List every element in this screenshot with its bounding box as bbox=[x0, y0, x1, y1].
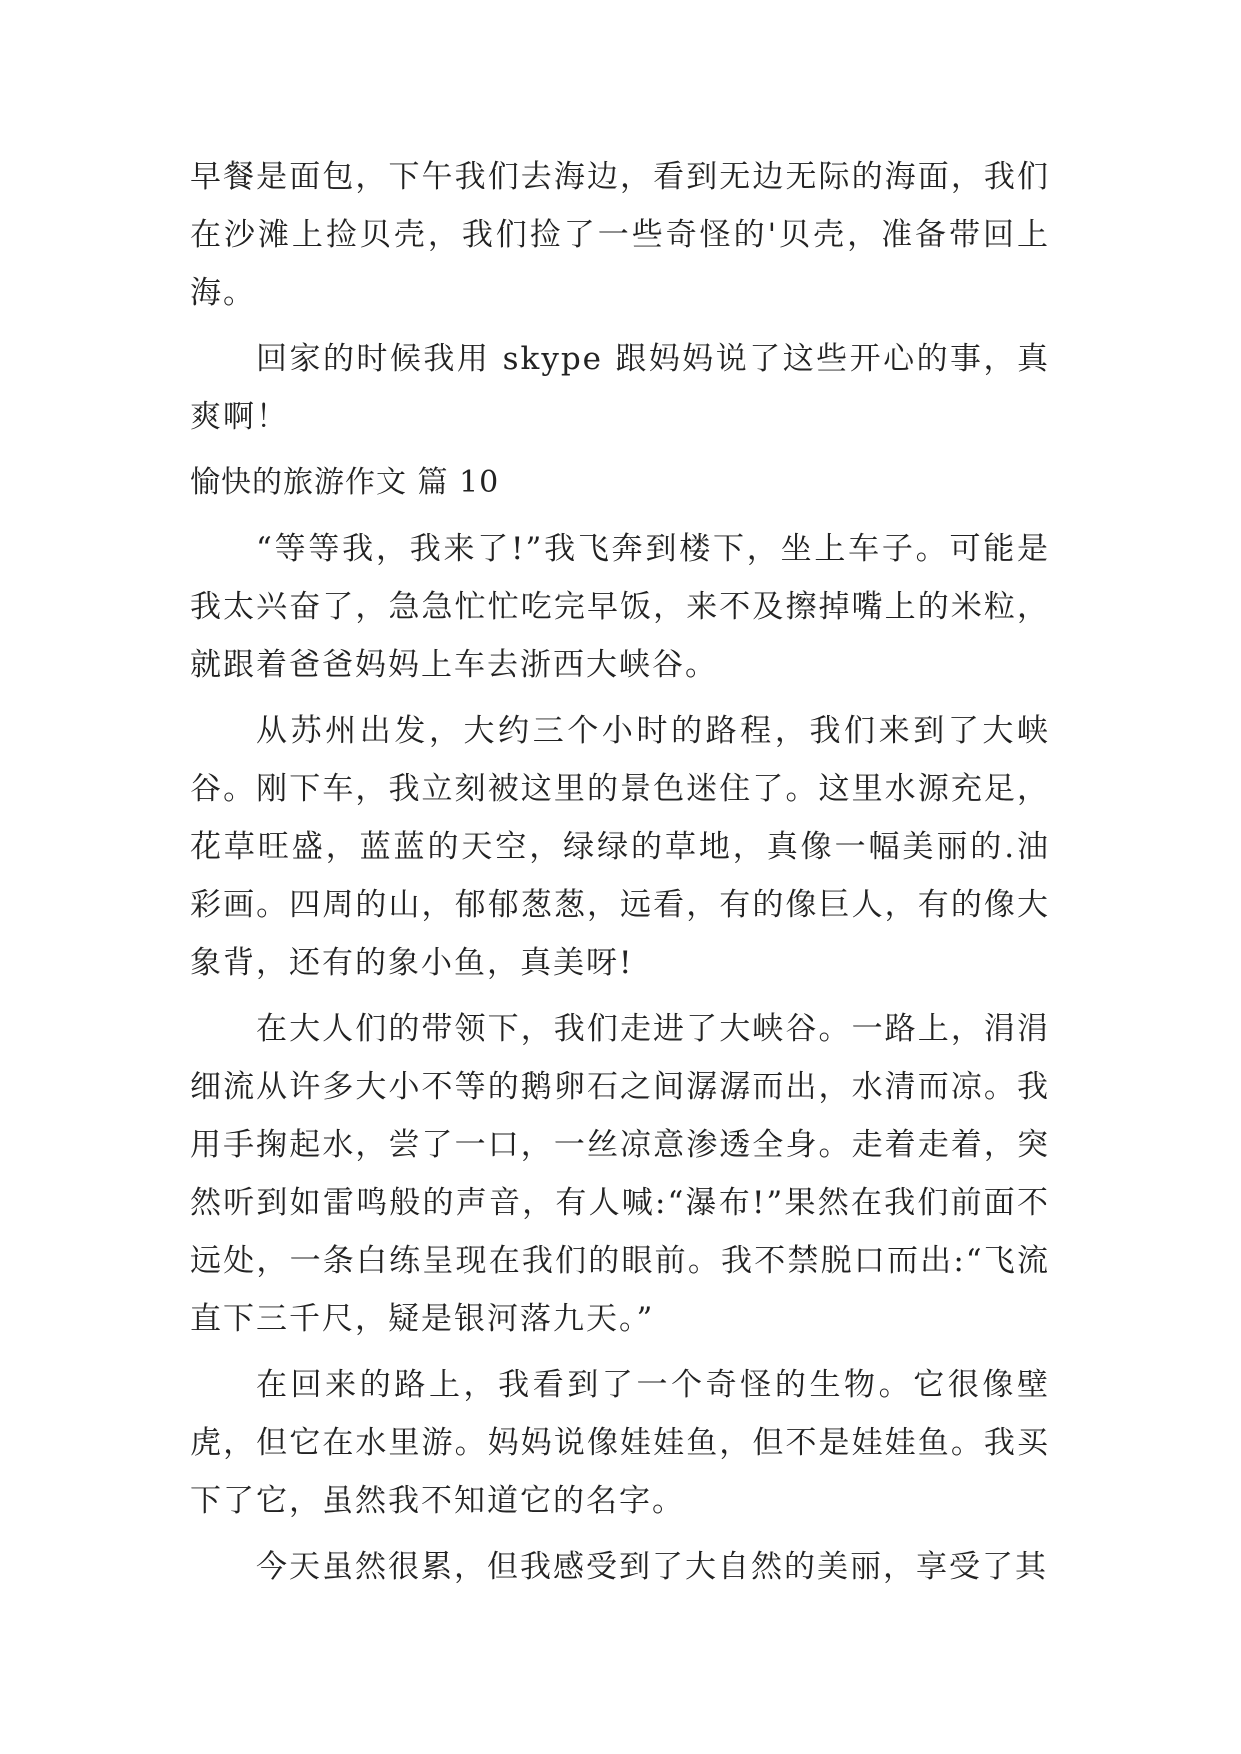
paragraph: 在回来的路上，我看到了一个奇怪的生物。它很像壁虎，但它在水里游。妈妈说像娃娃鱼，但不是娃娃鱼。我买下了它，虽然我不知道它的名字。 bbox=[190, 1367, 1050, 1519]
paragraph: 今天虽然很累，但我感受到了大自然的美丽，享受了其 bbox=[256, 1549, 1048, 1585]
paragraph: 早餐是面包，下午我们去海边，看到无边无际的海面，我们在沙滩上捡贝壳，我们捡了一些奇怪的'贝壳，准备带回上海。 bbox=[190, 159, 1050, 311]
paragraph: “等等我，我来了!”我飞奔到楼下，坐上车子。可能是我太兴奋了，急急忙忙吃完早饭，来不及擦掉嘴上的米粒，就跟着爸爸妈妈上车去浙西大峡谷。 bbox=[190, 531, 1050, 683]
paragraph: 回家的时候我用 skype 跟妈妈说了这些开心的事，真爽啊！ bbox=[190, 341, 1050, 435]
paragraph: 从苏州出发，大约三个小时的路程，我们来到了大峡谷。刚下车，我立刻被这里的景色迷住了。这里水源充足，花草旺盛，蓝蓝的天空，绿绿的草地，真像一幅美丽的.油彩画。四周的山，郁郁葱葱，远看，有的像巨人，有的像大象背，还有的象小鱼，真美呀! bbox=[190, 713, 1050, 981]
document-body bbox=[190, 148, 1050, 1604]
paragraph: 在大人们的带领下，我们走进了大峡谷。一路上，涓涓细流从许多大小不等的鹅卵石之间潺潺而出，水清而凉。我用手掬起水，尝了一口，一丝凉意渗透全身。走着走着，突然听到如雷鸣般的声音，有人喊:“瀑布!”果然在我们前面不远处，一条白练呈现在我们的眼前。我不禁脱口而出:“飞流直下三千尺，疑是银河落九天。” bbox=[190, 1011, 1050, 1337]
section-heading: 愉快的旅游作文 篇 10 bbox=[190, 465, 500, 500]
